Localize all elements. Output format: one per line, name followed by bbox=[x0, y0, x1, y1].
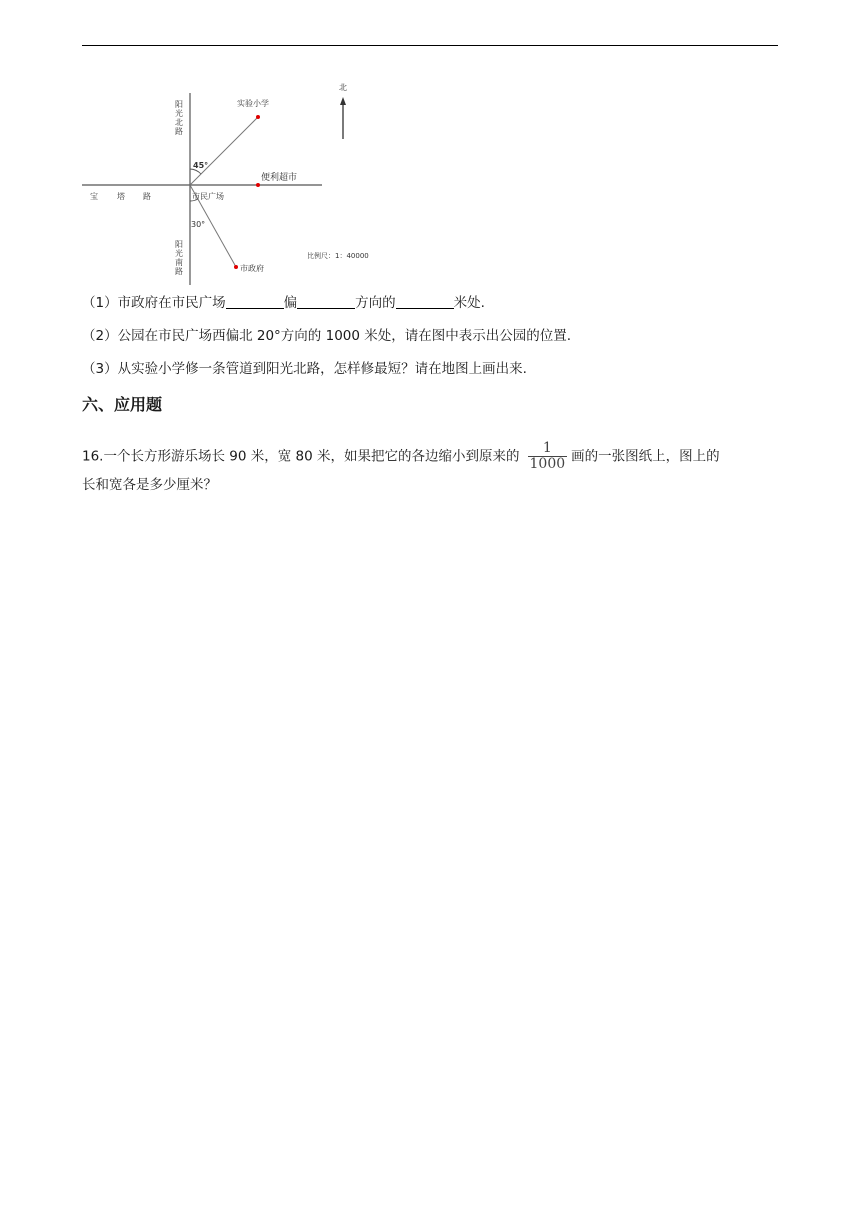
road-north-char-4: 路 bbox=[175, 127, 183, 136]
q1-mid1: 偏 bbox=[283, 295, 298, 311]
road-north-char-2: 光 bbox=[175, 109, 183, 118]
q1-prefix: （1）市政府在市民广场 bbox=[82, 295, 226, 311]
line-to-school bbox=[190, 117, 258, 185]
q1-suffix: 米处. bbox=[453, 295, 485, 311]
road-north-char-3: 北 bbox=[175, 118, 183, 127]
angle-45-label: 45° bbox=[193, 161, 209, 170]
question-1 bbox=[82, 293, 485, 313]
q1-blank-3[interactable] bbox=[396, 294, 454, 309]
q1-blank-1[interactable] bbox=[226, 294, 284, 309]
scale-label: 比例尺：1：40000 bbox=[307, 252, 369, 260]
problem-16-line-2: 长和宽各是多少厘米？ bbox=[82, 477, 217, 493]
section-title: 六、应用题 bbox=[82, 395, 163, 414]
fraction-numerator: 1 bbox=[542, 440, 552, 456]
q1-blank-2[interactable] bbox=[297, 294, 355, 309]
angle-30-label: 30° bbox=[191, 220, 206, 229]
north-label: 北 bbox=[339, 83, 347, 92]
road-west-char-3: 路 bbox=[143, 192, 151, 201]
road-south-char-1: 阳 bbox=[175, 240, 183, 249]
road-north-char-1: 阳 bbox=[175, 100, 183, 109]
market-point bbox=[256, 183, 260, 187]
school-point bbox=[256, 115, 260, 119]
fraction-denominator: 1000 bbox=[529, 456, 566, 472]
plaza-label: 市民广场 bbox=[192, 192, 224, 201]
fraction bbox=[528, 441, 568, 472]
problem-16-line-1 bbox=[82, 441, 720, 472]
question-3: （3）从实验小学修一条管道到阳光北路，怎样修最短？请在地图上画出来. bbox=[82, 361, 527, 377]
government-point bbox=[234, 265, 238, 269]
road-south-char-2: 光 bbox=[175, 249, 183, 258]
question-2: （2）公园在市民广场西偏北 20°方向的 1000 米处，请在图中表示出公园的位置. bbox=[82, 328, 572, 344]
header-rule bbox=[82, 45, 778, 46]
north-arrow-head bbox=[340, 97, 346, 105]
problem-16-text-a: 16.一个长方形游乐场长 90 米，宽 80 米，如果把它的各边缩小到原来的 bbox=[82, 448, 520, 465]
direction-map bbox=[80, 75, 400, 290]
market-label: 便利超市 bbox=[261, 173, 298, 183]
problem-16-text-b: 画的一张图纸上，图上的 bbox=[571, 448, 720, 465]
road-west-char-1: 宝 bbox=[90, 192, 98, 201]
road-south-char-4: 路 bbox=[175, 267, 183, 276]
government-label: 市政府 bbox=[240, 264, 264, 273]
road-south-char-3: 南 bbox=[175, 258, 183, 267]
school-label: 实验小学 bbox=[237, 99, 269, 108]
road-west-char-2: 塔 bbox=[117, 192, 125, 201]
q1-mid2: 方向的 bbox=[355, 295, 396, 311]
